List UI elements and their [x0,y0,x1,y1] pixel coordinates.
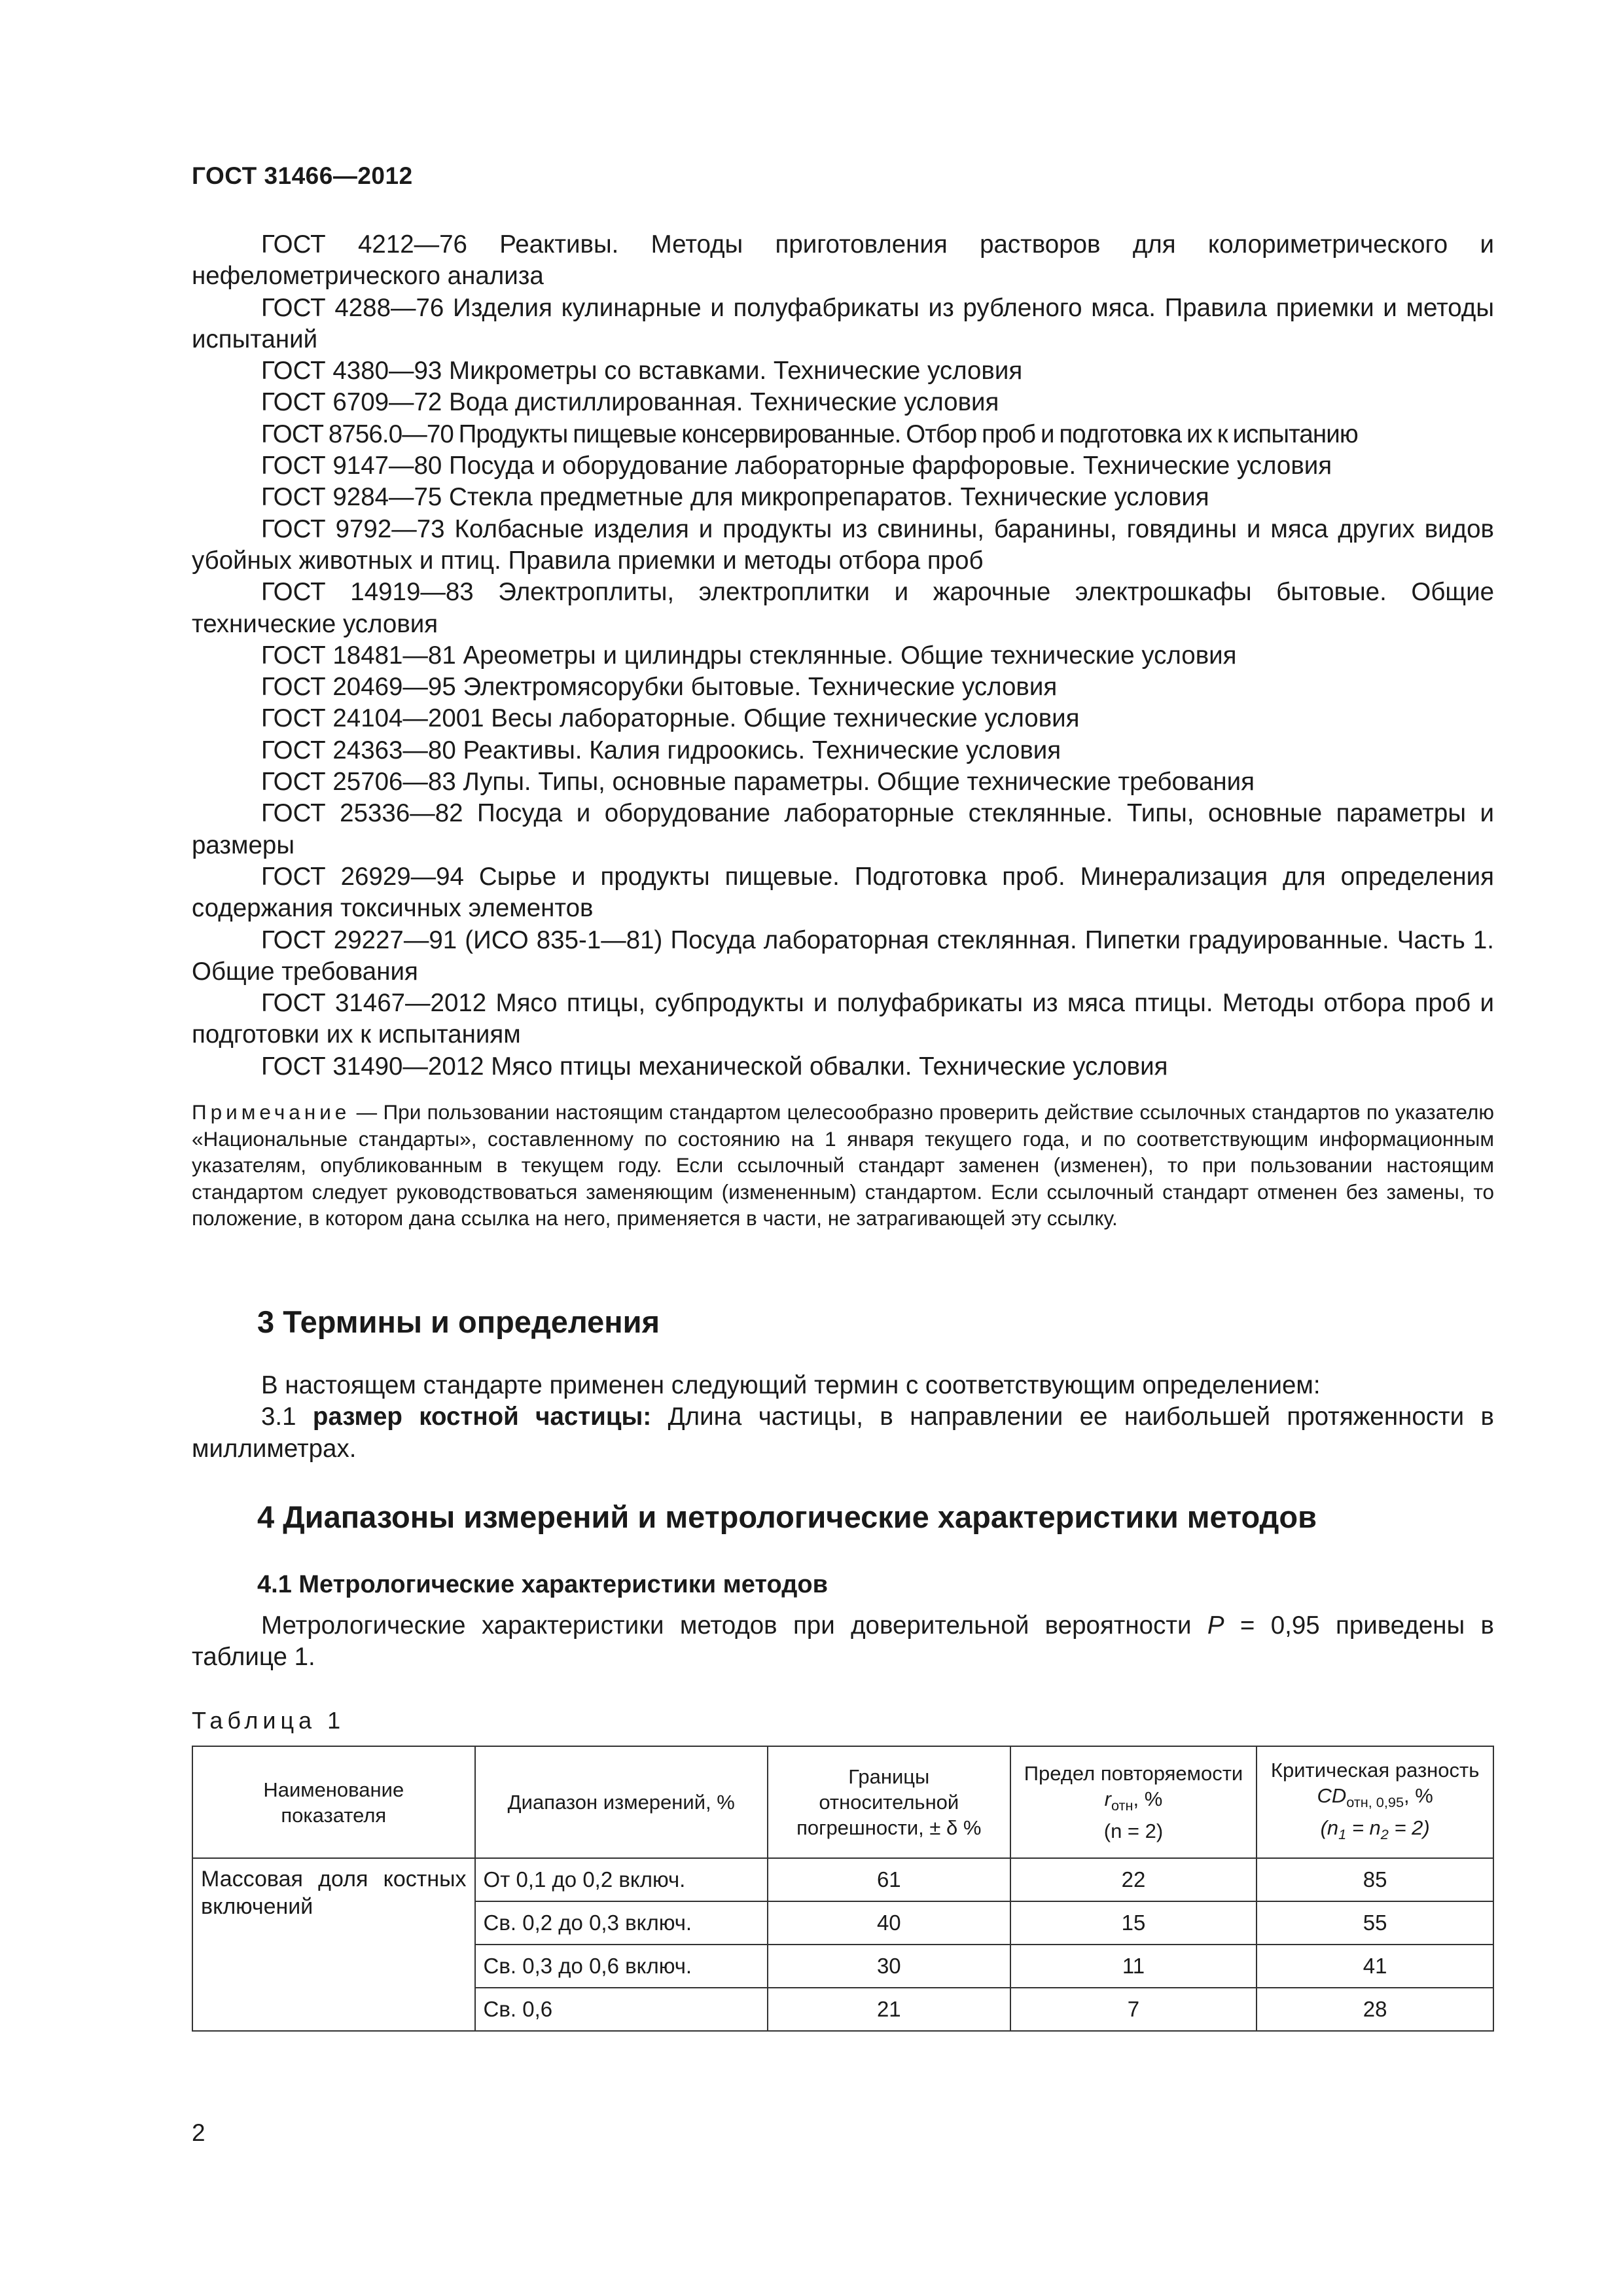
reference-item: ГОСТ 31490—2012 Мясо птицы механической обвалки. Технические условия [261,1052,1168,1081]
error-cell: 21 [768,1988,1010,2031]
header-repeatability-limit: Предел повторяемости $r_{отн}$, % (n = 2) [1010,1746,1257,1858]
section-3-intro: В настоящем стандарте применен следующий термин с соответствующим определением: [261,1371,1321,1399]
reference-item: ГОСТ 6709—72 Вода дистиллированная. Технические условия [261,388,999,417]
reference-item: ГОСТ 24363—80 Реактивы. Калия гидроокись. Технические условия [261,736,1061,764]
repeatability-cell: 15 [1010,1901,1257,1945]
table-caption: Таблица 1 [192,1707,346,1734]
range-cell: Св. 0,2 до 0,3 включ. [475,1901,768,1945]
error-cell: 61 [768,1858,1010,1901]
header-indicator: Наименование показателя [192,1746,475,1858]
note-paragraph [192,1099,1494,1232]
reference-item: ГОСТ 4380—93 Микрометры со вставками. Технические условия [261,357,1023,386]
subsection-4-1-text: Метрологические характеристики методов при доверительной вероятности P = 0,95 приведены в таблице 1. [192,1611,1494,1672]
repeatability-cell: 11 [1010,1945,1257,1988]
error-cell: 30 [768,1945,1010,1988]
reference-item: ГОСТ 8756.0—70 Продукты пищевые консервированные. Отбор проб и подготовка их к испытанию [261,420,1358,448]
note-text: — При пользовании настоящим стандартом целесообразно проверить действие ссылочных стандартов по указателю «Национальные стандарты», составленному по состоянию на 1 января текущего года, и по соответствующим информационным указателям, опубликованным в текущем году. Если ссылочный стандарт заменен (изменен), то при пользовании настоящим стандартом следует руководствоваться заменяющим (измененным) стандартом. Если ссылочный стандарт отменен без замены, то положение, в котором дана ссылка на него, применяется в части, не затрагивающей эту ссылку. [192,1100,1494,1230]
critical-range-cell: 55 [1257,1901,1493,1945]
section-4-heading: 4 Диапазоны измерений и метрологические характеристики методов [257,1499,1317,1534]
term-text: Длина частицы, в направлении ее наибольшей протяженности в миллиметрах. [192,1403,1494,1463]
reference-item: ГОСТ 4212—76 Реактивы. Методы приготовления растворов для колориметрического и нефелометрического анализа [192,230,1494,291]
term-definition: 3.1 размер костной частицы: Длина частицы, в направлении ее наибольшей протяженности в миллиметрах. [192,1403,1494,1463]
critical-range-cell: 85 [1257,1858,1493,1901]
repeatability-cell: 7 [1010,1988,1257,2031]
table-1 [192,1746,1494,2032]
reference-item: ГОСТ 18481—81 Ареометры и цилиндры стеклянные. Общие технические условия [261,641,1237,670]
section-3-body [192,1370,1494,1465]
range-cell: Св. 0,3 до 0,6 включ. [475,1945,768,1988]
repeatability-cell: 22 [1010,1858,1257,1901]
indicator-cell: Массовая доля костных включений [192,1858,475,2031]
reference-item: ГОСТ 29227—91 (ИСО 835-1—81) Посуда лабораторная стеклянная. Пипетки градуированные. Часть 1. Общие требования [192,925,1494,986]
reference-item: ГОСТ 26929—94 Сырье и продукты пищевые. Подготовка проб. Минерализация для определения содержания токсичных элементов [192,862,1494,923]
reference-item: ГОСТ 25706—83 Лупы. Типы, основные параметры. Общие технические требования [261,768,1255,797]
running-header-doc-code: ГОСТ 31466—2012 [192,162,413,189]
subsection-4-1-heading: 4.1 Метрологические характеристики методов [257,1571,828,1598]
header-critical-range: Критическая разность $CD_{отн, 0,95}$, % $(n_1 = n_2 = 2)$ [1257,1746,1493,1858]
reference-item: ГОСТ 31467—2012 Мясо птицы, субпродукты и полуфабрикаты из мяса птицы. Методы отбора проб и подготовки их к испытаниям [192,989,1494,1049]
range-cell: Св. 0,6 [475,1988,768,2031]
reference-item: ГОСТ 24104—2001 Весы лабораторные. Общие технические условия [261,704,1080,733]
reference-item: ГОСТ 9147—80 Посуда и оборудование лабораторные фарфоровые. Технические условия [261,452,1332,480]
table-row [192,1858,1493,1901]
table-header-row [192,1746,1493,1858]
note-label: Примечание [192,1100,351,1124]
reference-item: ГОСТ 20469—95 Электромясорубки бытовые. Технические условия [261,673,1058,702]
term-name: размер костной частицы: [312,1403,652,1431]
reference-item: ГОСТ 14919—83 Электроплиты, электроплитки и жарочные электрошкафы бытовые. Общие технические условия [192,578,1494,638]
reference-item: ГОСТ 9792—73 Колбасные изделия и продукты из свинины, баранины, говядины и мяса других видов убойных животных и птиц. Правила приемки и методы отбора проб [192,514,1494,575]
page-number: 2 [192,2119,205,2146]
critical-range-cell: 28 [1257,1988,1493,2031]
subsection-4-1-body [192,1610,1494,1674]
reference-item: ГОСТ 9284—75 Стекла предметные для микропрепаратов. Технические условия [261,483,1209,512]
reference-item: ГОСТ 4288—76 Изделия кулинарные и полуфабрикаты из рубленого мяса. Правила приемки и методы испытаний [192,293,1494,353]
header-error-bounds: Границы относительной погрешности, ± δ % [768,1746,1010,1858]
error-cell: 40 [768,1901,1010,1945]
section-3-heading: 3 Термины и определения [257,1304,660,1339]
range-cell: От 0,1 до 0,2 включ. [475,1858,768,1901]
critical-range-cell: 41 [1257,1945,1493,1988]
reference-item: ГОСТ 25336—82 Посуда и оборудование лабораторные стеклянные. Типы, основные параметры и размеры [192,799,1494,859]
normative-references-list [192,229,1494,1252]
header-range: Диапазон измерений, % [475,1746,768,1858]
